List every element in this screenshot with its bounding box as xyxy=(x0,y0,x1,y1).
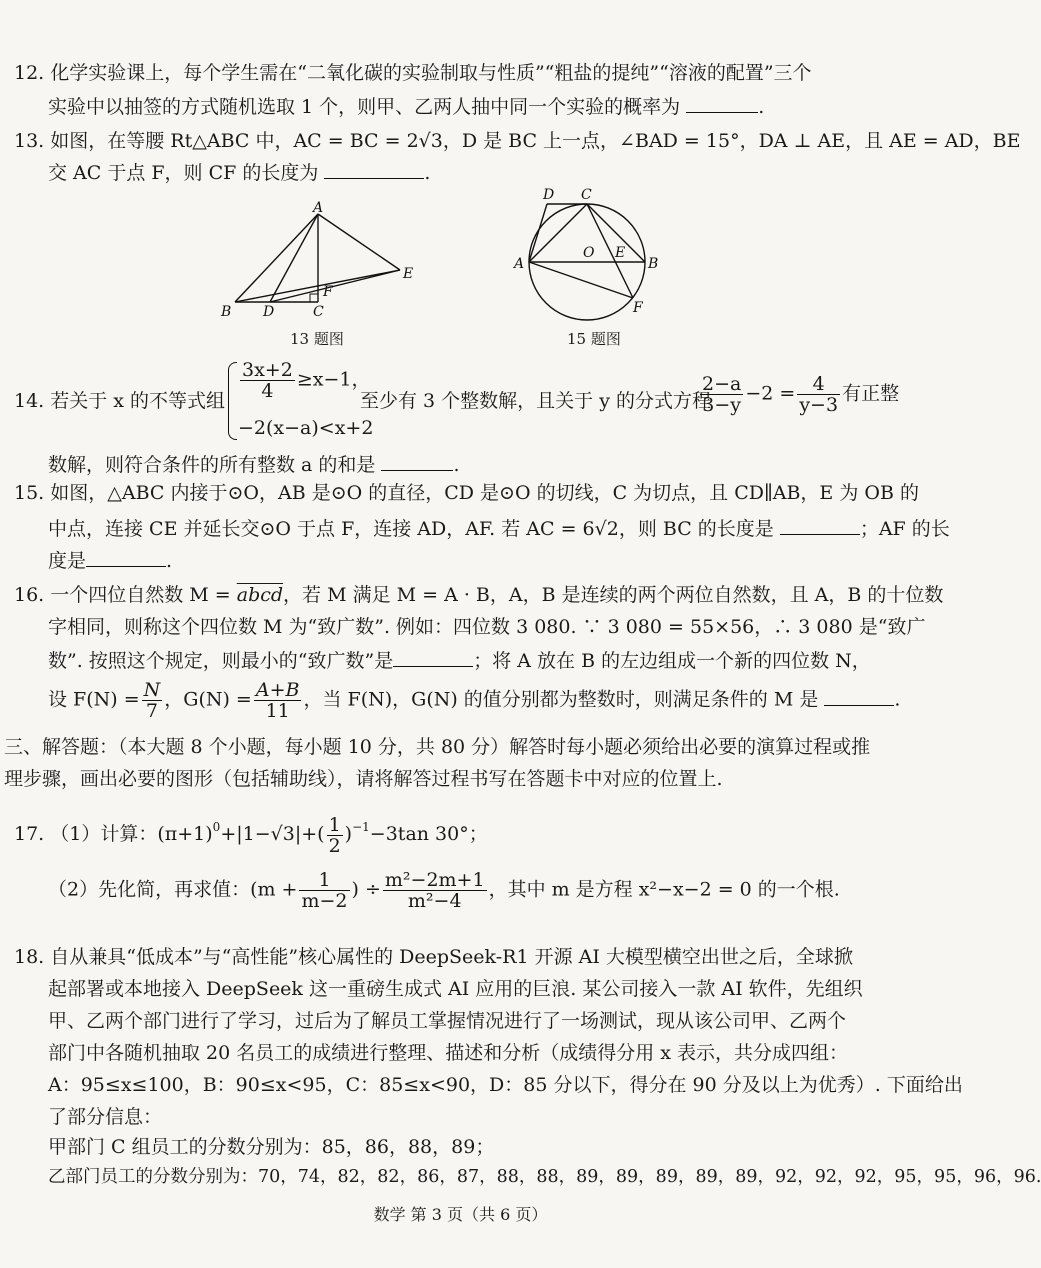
q12-answer-blank xyxy=(686,92,758,113)
q14-line2 xyxy=(48,450,460,478)
fig13-label-E: E xyxy=(403,266,414,282)
fig13-label-C: C xyxy=(313,304,324,320)
q18-line7: 甲部门 C 组员工的分数分别为：85，86，88，89； xyxy=(48,1136,495,1158)
fig13-label-A: A xyxy=(313,200,324,216)
q18-line2: 起部署或本地接入 DeepSeek 这一重磅生成式 AI 应用的巨浪. 某公司接入一款 AI 软件，先组织 xyxy=(48,978,863,1000)
q17-p1-b: +|1−√3|+( xyxy=(220,823,325,845)
q18-line6: 了部分信息： xyxy=(48,1106,163,1128)
q15-line2-text: 中点，连接 CE 并延长交⊙O 于点 F，连接 AD，AF. 若 AC = 6√2，则 BC 的长度是 xyxy=(48,518,774,540)
fig13-segment-DE xyxy=(270,270,400,302)
fig13-right-angle xyxy=(310,294,318,302)
q17-p1-exp0: 0 xyxy=(212,820,221,834)
q18-line4: 部门中各随机抽取 20 名员工的成绩进行整理、描述和分析（成绩得分用 x 表示，共分成四组： xyxy=(48,1042,849,1064)
q12-text: 实验中以抽签的方式随机选取 1 个，则甲、乙两人抽中同一个实验的概率为 xyxy=(48,96,681,118)
q14-ineq1-den: 4 xyxy=(261,380,274,402)
fig15-label-D: D xyxy=(543,187,555,203)
fig13-caption: 13 题图 xyxy=(290,330,344,348)
q18-line5: A：95≤x≤100，B：90≤x<95，C：85≤x<90，D：85 分以下，得分在 90 分及以上为优秀）. 下面给出 xyxy=(48,1074,963,1096)
q14-ineq1-fraction xyxy=(240,360,295,401)
q15-answer-blank-1 xyxy=(780,514,860,535)
q16-line3 xyxy=(48,646,871,674)
q13-text: 交 AC 于点 F，则 CF 的长度为 xyxy=(48,162,319,184)
q18-line8: 乙部门员工的分数分别为：70，74，82，82，86，87，88，88，89，89，89，89，89，92，92，92，95，95，96，96. xyxy=(48,1167,1041,1187)
q12-end: . xyxy=(758,96,765,118)
q15-line2-tail: ；AF 的长 xyxy=(859,518,950,540)
q12-line1: 12. 化学实验课上，每个学生需在“二氧化碳的实验制取与性质”“粗盐的提纯”“溶液的配置”三个 xyxy=(14,62,812,84)
q16-line4-b: ，G(N) = xyxy=(164,688,252,711)
q18-line1: 18. 自从兼具“低成本”与“高性能”核心属性的 DeepSeek-R1 开源 AI 大模型横空出世之后，全球掀 xyxy=(14,946,853,968)
q17-p2-den1: m−2 xyxy=(301,890,348,912)
q17-part2 xyxy=(48,870,840,911)
q14-eq-right-den: y−3 xyxy=(799,394,839,416)
q14-middle: 至少有 3 个整数解，且关于 y 的分式方程 xyxy=(360,390,711,412)
q16-line4 xyxy=(48,680,900,721)
q14-eq-left-den: 3−y xyxy=(702,394,742,416)
fig15-caption: 15 题图 xyxy=(567,330,621,348)
q17-p1-num: 1 xyxy=(328,813,341,836)
q16-abcd: abcd xyxy=(236,584,284,606)
q15-end: . xyxy=(166,550,173,572)
fig13-label-D: D xyxy=(263,304,275,320)
q16-f-den: 7 xyxy=(145,700,158,722)
q16-line3-b: ；将 A 放在 B 的左边组成一个新的四位数 N， xyxy=(473,650,871,672)
q17-p2-den2: m²−4 xyxy=(407,890,462,912)
q14-ineq1-rest: ≥x−1， xyxy=(296,368,371,391)
q17-p2-num1: 1 xyxy=(299,870,349,891)
q16-f-num: N xyxy=(143,679,161,701)
q16-g-num: A+B xyxy=(255,679,300,701)
q16-answer-blank-1 xyxy=(393,646,473,667)
figure-13 xyxy=(215,200,425,325)
q16-end: . xyxy=(894,688,901,711)
q16-answer-blank-2 xyxy=(824,685,894,706)
fig15-label-F: F xyxy=(633,300,643,316)
q17-p1-den: 2 xyxy=(328,834,341,857)
q15-line3-text: 度是 xyxy=(48,550,87,572)
q15-line2 xyxy=(48,514,950,542)
q16-line2: 字相同，则称这个四位数 M 为“致广数”. 例如：四位数 3 080. ∵ 3 080 = 55×56，∴ 3 080 是“致广 xyxy=(48,616,926,638)
q14-answer-blank xyxy=(381,450,453,471)
q16-line4-c: ，当 F(N)，G(N) 的值分别都为整数时，则满足条件的 M 是 xyxy=(303,688,819,711)
q16-g-den: 11 xyxy=(265,700,290,722)
q14-eq-left-num: 2−a xyxy=(702,373,742,395)
q16-line1 xyxy=(14,582,943,608)
q18-line3: 甲、乙两个部门进行了学习，过后为了解员工掌握情况进行了一场测试，现从该公司甲、乙两个 xyxy=(48,1010,847,1032)
q12-line2 xyxy=(48,92,764,120)
fig13-label-F: F xyxy=(323,284,333,300)
q16-line1-b: ，若 M 满足 M = A · B，A，B 是连续的两个两位自然数，且 A，B 的十位数 xyxy=(283,584,944,606)
fig15-label-A: A xyxy=(514,256,525,272)
q15-line1: 15. 如图，△ABC 内接于⊙O，AB 是⊙O 的直径，CD 是⊙O 的切线，C 为切点，且 CD∥AB，E 为 OB 的 xyxy=(14,482,919,504)
q14-ineq1-num: 3x+2 xyxy=(242,359,293,381)
q17-p1-c: ) xyxy=(344,823,353,845)
figure-15 xyxy=(505,180,675,328)
fig15-label-O: O xyxy=(583,245,595,261)
q14-brace xyxy=(228,362,237,440)
section3-line2: 理步骤，画出必要的图形（包括辅助线），请将解答过程书写在答题卡中对应的位置上. xyxy=(4,768,723,790)
q17-p2-a: （2）先化简，再求值：(m + xyxy=(48,878,298,901)
q17-p2-num2: m²−2m+1 xyxy=(384,869,485,891)
q17-p1-exp: −1 xyxy=(352,820,370,834)
q17-p2-b: ) ÷ xyxy=(351,878,381,901)
q13-line1: 13. 如图，在等腰 Rt△ABC 中，AC = BC = 2√3，D 是 BC 上一点，∠BAD = 15°，DA ⊥ AE，且 AE = AD，BE xyxy=(14,130,1021,152)
q13-end: . xyxy=(424,162,431,184)
q16-line1-a: 16. 一个四位自然数 M = xyxy=(14,584,237,606)
q13-line2 xyxy=(48,158,430,186)
q14-ineq2: −2(x−a)<x+2 xyxy=(238,417,374,439)
q15-line3 xyxy=(48,546,172,574)
fig13-label-B: B xyxy=(221,304,232,320)
q16-line3-a: 数”. 按照这个规定，则最小的“致广数”是 xyxy=(48,650,394,672)
fig15-label-E: E xyxy=(615,245,626,261)
q14-suffix: 有正整 xyxy=(842,382,900,405)
q17-p1-a: 17. （1）计算：(π+1) xyxy=(14,823,213,845)
q16-line4-a: 设 F(N) = xyxy=(48,688,140,711)
fig15-label-B: B xyxy=(648,256,659,272)
section3-line1: 三、解答题：（本大题 8 个小题，每小题 10 分，共 80 分）解答时每小题必须给出必要的演算过程或推 xyxy=(4,736,871,758)
q17-p2-c: ，其中 m 是方程 x²−x−2 = 0 的一个根. xyxy=(488,878,840,901)
q15-answer-blank-2 xyxy=(86,546,166,567)
q14-eq-mid: −2 = xyxy=(745,382,796,405)
q17-part1 xyxy=(14,814,488,856)
q17-p1-d: −3tan 30°； xyxy=(369,823,488,845)
q14-line2-text: 数解，则符合条件的所有整数 a 的和是 xyxy=(48,454,376,476)
fig13-segment-AE xyxy=(318,214,400,270)
q14-inequality-system xyxy=(228,359,374,442)
q14-equation xyxy=(698,374,899,415)
page-footer: 数学 第 3 页（共 6 页） xyxy=(373,1205,548,1224)
q14-prefix: 14. 若关于 x 的不等式组 xyxy=(14,390,226,412)
q14-eq-right-num: 4 xyxy=(797,374,840,395)
q13-answer-blank xyxy=(324,158,424,179)
q14-end: . xyxy=(453,454,460,476)
fig15-label-C: C xyxy=(581,187,592,203)
